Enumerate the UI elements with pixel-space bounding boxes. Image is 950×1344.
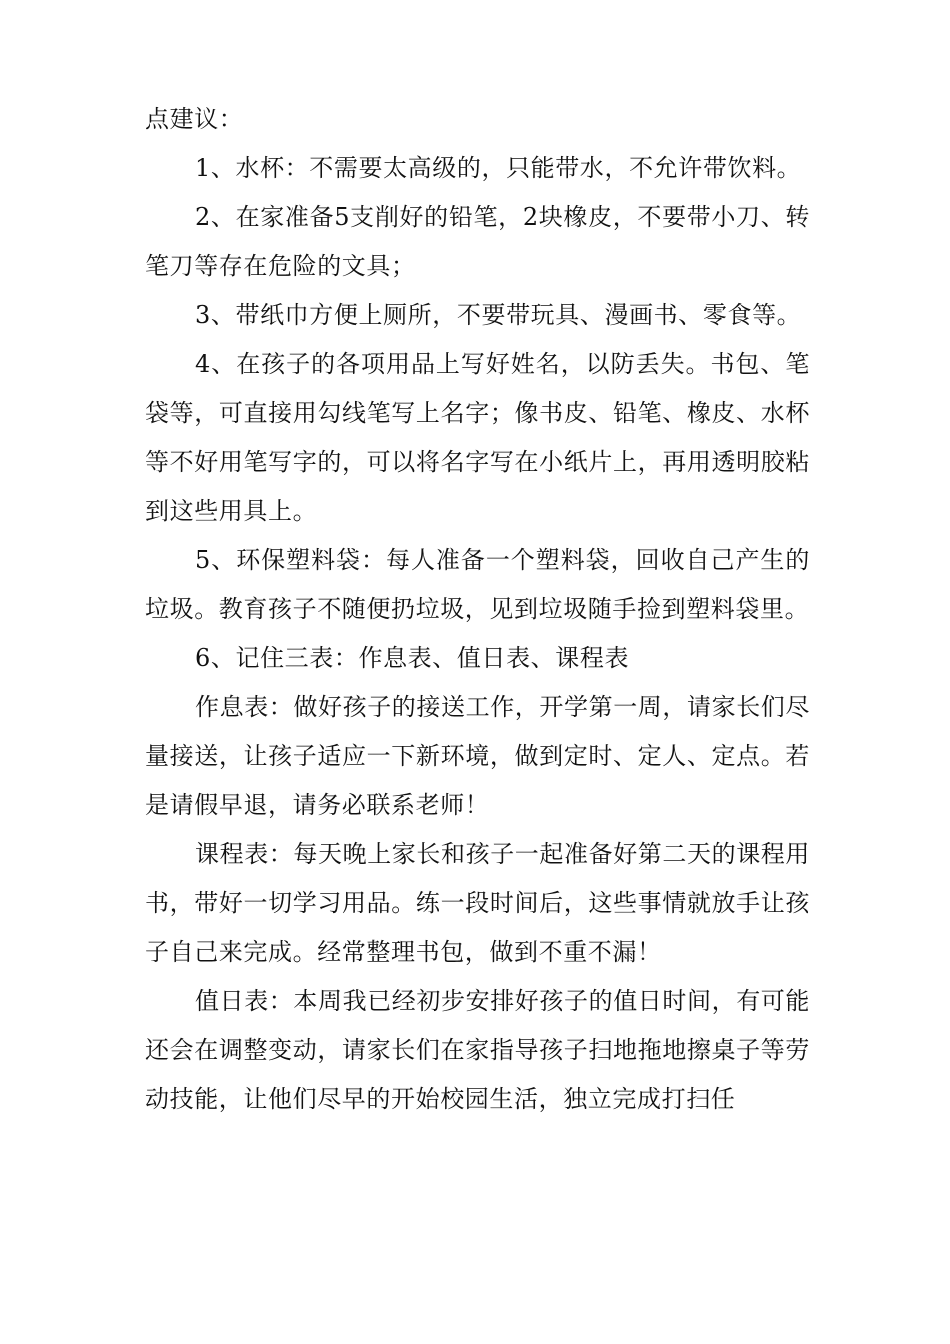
paragraph-item-1: 1、水杯：不需要太高级的，只能带水，不允许带饮料。	[195, 154, 802, 182]
paragraph-schedule: 作息表：做好孩子的接送工作，开学第一周，请家长们尽量接送，让孩子适应一下新环境，做到定时、定人、定点。若是请假早退，请务必联系老师！	[145, 693, 810, 819]
paragraph-item-2: 2、在家准备5支削好的铅笔，2块橡皮，不要带小刀、转笔刀等存在危险的文具；	[145, 203, 810, 280]
paragraph-item-5: 5、环保塑料袋：每人准备一个塑料袋，回收自己产生的垃圾。教育孩子不随便扔垃圾，见到垃圾随手捡到塑料袋里。	[145, 546, 810, 623]
paragraph-item-6: 6、记住三表：作息表、值日表、课程表	[195, 644, 630, 672]
paragraph-intro: 点建议：	[145, 105, 244, 133]
paragraph-duty-roster: 值日表：本周我已经初步安排好孩子的值日时间，有可能还会在调整变动，请家长们在家指导孩子扫地拖地擦桌子等劳动技能，让他们尽早的开始校园生活，独立完成打扫任	[145, 987, 810, 1113]
paragraph-curriculum: 课程表：每天晚上家长和孩子一起准备好第二天的课程用书，带好一切学习用品。练一段时间后，这些事情就放手让孩子自己来完成。经常整理书包，做到不重不漏！	[145, 840, 810, 966]
document-body	[145, 95, 810, 1124]
paragraph-item-4: 4、在孩子的各项用品上写好姓名，以防丢失。书包、笔袋等，可直接用勾线笔写上名字；像书皮、铅笔、橡皮、水杯等不好用笔写字的，可以将名字写在小纸片上，再用透明胶粘到这些用具上。	[145, 350, 810, 525]
paragraph-item-3: 3、带纸巾方便上厕所，不要带玩具、漫画书、零食等。	[195, 301, 802, 329]
